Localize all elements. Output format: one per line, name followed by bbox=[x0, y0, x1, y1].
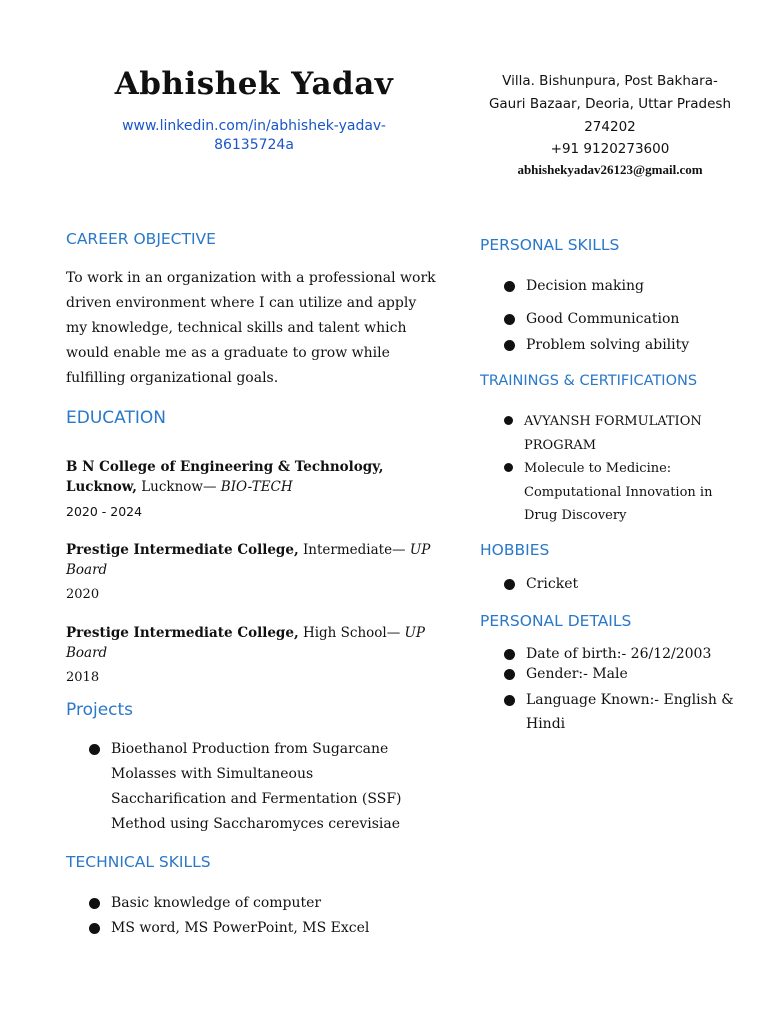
personal-skills-list bbox=[504, 274, 744, 357]
education-institution: Prestige Intermediate College, bbox=[66, 625, 299, 641]
bullet-icon bbox=[504, 314, 515, 325]
education-years: 2018 bbox=[66, 670, 100, 685]
list-item bbox=[504, 307, 744, 331]
personal-details-heading: PERSONAL DETAILS bbox=[480, 612, 632, 630]
projects-list bbox=[89, 737, 429, 837]
email-address[interactable]: abhishekyadav26123@gmail.com bbox=[517, 162, 703, 177]
career-objective-text: To work in an organization with a professional work driven environment where I can utilize and apply my knowledge, technical skills and talent which would enable me as a graduate to grow while fulfilling organizational goals. bbox=[66, 270, 436, 386]
bullet-icon bbox=[89, 744, 100, 755]
skill-text: Basic knowledge of computer bbox=[111, 895, 322, 911]
education-degree: BIO-TECH bbox=[220, 478, 293, 495]
bullet-icon bbox=[504, 463, 513, 472]
education-entry bbox=[66, 458, 446, 522]
education-years: 2020 - 2024 bbox=[66, 504, 143, 519]
list-item bbox=[89, 916, 429, 941]
personal-skills-heading: PERSONAL SKILLS bbox=[480, 236, 620, 254]
trainings-list bbox=[502, 410, 742, 528]
bullet-icon bbox=[504, 281, 515, 292]
education-institution: Prestige Intermediate College, bbox=[66, 542, 299, 558]
education-degree: UP Board bbox=[66, 625, 426, 661]
hobbies-list bbox=[504, 572, 744, 596]
hobbies-heading: HOBBIES bbox=[480, 541, 550, 559]
education-location: Intermediate— bbox=[298, 542, 410, 558]
training-text: AVYANSH FORMULATION PROGRAM bbox=[524, 414, 702, 453]
address-line-1: Villa. Bishunpura, Post Bakhara- bbox=[502, 73, 718, 89]
technical-skills-heading: TECHNICAL SKILLS bbox=[66, 853, 211, 871]
project-text: Bioethanol Production from Sugarcane Molasses with Simultaneous Saccharification and Fermentation (SSF) Method using Saccharomyces cerevisiae bbox=[111, 741, 402, 832]
education-location: Lucknow— bbox=[136, 478, 221, 495]
list-item bbox=[89, 737, 429, 837]
technical-skills-list bbox=[89, 891, 429, 941]
address-line-2: Gauri Bazaar, Deoria, Uttar Pradesh bbox=[488, 96, 732, 112]
hobby-text: Cricket bbox=[526, 576, 579, 592]
bullet-icon bbox=[504, 649, 515, 660]
list-item bbox=[502, 410, 742, 457]
trainings-heading: TRAININGS & CERTIFICATIONS bbox=[480, 373, 698, 389]
skill-text: Good Communication bbox=[526, 311, 680, 327]
education-entry bbox=[66, 541, 438, 605]
training-text: Molecule to Medicine: Computational Innovation in Drug Discovery bbox=[524, 461, 713, 523]
bullet-icon bbox=[504, 579, 515, 590]
candidate-name: Abhishek Yadav bbox=[114, 66, 394, 102]
linkedin-link[interactable] bbox=[96, 117, 412, 155]
education-location: High School— bbox=[298, 625, 405, 641]
list-item bbox=[504, 688, 740, 736]
list-item bbox=[89, 891, 429, 916]
list-item bbox=[504, 274, 744, 298]
skill-text: Decision making bbox=[526, 278, 644, 294]
bullet-icon bbox=[89, 923, 100, 934]
bullet-icon bbox=[89, 898, 100, 909]
bullet-icon bbox=[504, 669, 515, 680]
education-degree: UP Board bbox=[66, 542, 431, 578]
bullet-icon bbox=[504, 695, 515, 706]
education-years: 2020 bbox=[66, 587, 100, 602]
list-item bbox=[504, 333, 744, 357]
list-item bbox=[504, 662, 740, 686]
detail-text: Gender:- Male bbox=[526, 666, 628, 682]
detail-text: Language Known:- English & Hindi bbox=[526, 692, 734, 732]
education-entry bbox=[66, 624, 438, 688]
career-objective-heading: CAREER OBJECTIVE bbox=[66, 230, 216, 248]
address-line-3: 274202 bbox=[584, 119, 636, 135]
skill-text: Problem solving ability bbox=[526, 337, 690, 353]
phone-number: +91 9120273600 bbox=[550, 141, 670, 157]
education-institution: B N College of Engineering & Technology, Lucknow, bbox=[66, 459, 384, 495]
list-item bbox=[502, 457, 742, 528]
education-heading: EDUCATION bbox=[66, 408, 166, 428]
bullet-icon bbox=[504, 416, 513, 425]
linkedin-line-1[interactable]: www.linkedin.com/in/abhishek-yadav- bbox=[122, 118, 386, 134]
detail-text: Date of birth:- 26/12/2003 bbox=[526, 646, 712, 662]
list-item bbox=[504, 572, 744, 596]
projects-heading: Projects bbox=[66, 700, 134, 720]
contact-block bbox=[478, 70, 742, 179]
bullet-icon bbox=[504, 340, 515, 351]
linkedin-line-2[interactable]: 86135724a bbox=[214, 137, 294, 153]
personal-details-list bbox=[504, 642, 740, 736]
skill-text: MS word, MS PowerPoint, MS Excel bbox=[111, 920, 370, 936]
